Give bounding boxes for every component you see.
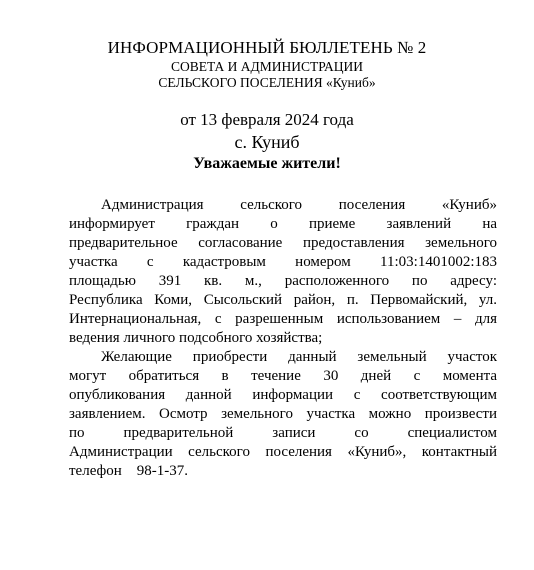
paragraph-line: Желающие приобрести данный земельный участок: [101, 349, 497, 365]
bulletin-subtitle-line-1: СОВЕТА И АДМИНИСТРАЦИИ: [170, 59, 364, 74]
paragraph-line: Администрации сельского поселения «Куниб», контактный: [69, 444, 497, 460]
paragraph-line: Интернациональная, с разрешенным использованием – для: [69, 311, 497, 327]
paragraph-line: информирует граждан о приеме заявлений на: [69, 216, 497, 232]
paragraph-line: Республика Коми, Сысольский район, п. Первомайский, ул.: [69, 292, 497, 308]
paragraph-line: заявлением. Осмотр земельного участка можно произвести: [69, 406, 497, 422]
bulletin-place: с. Куниб: [234, 132, 300, 152]
paragraph-line: опубликования данной информации с соответствующим: [69, 387, 497, 403]
paragraph-line: могут обратиться в течение 30 дней с момента: [69, 368, 497, 384]
paragraph-line: участка с кадастровым номером 11:03:1401002:183: [69, 254, 497, 270]
greeting-heading: Уважаемые жители!: [193, 155, 341, 172]
paragraph-line: телефон 98-1-37.: [69, 463, 189, 479]
bulletin-date: от 13 февраля 2024 года: [180, 110, 354, 129]
bulletin-title: ИНФОРМАЦИОННЫЙ БЮЛЛЕТЕНЬ № 2: [107, 38, 427, 57]
paragraph-notice: [69, 196, 497, 348]
paragraph-line: по предварительной записи со специалистом: [69, 425, 497, 441]
paragraph-line: ведения личного подсобного хозяйства;: [69, 330, 323, 346]
paragraph-line: площадью 391 кв. м., расположенного по адресу:: [69, 273, 497, 289]
paragraph-line: предварительное согласование предоставления земельного: [69, 235, 497, 251]
bulletin-subtitle-line-2: СЕЛЬСКОГО ПОСЕЛЕНИЯ «Куниб»: [158, 75, 376, 90]
paragraph-instructions: [69, 348, 497, 481]
paragraph-line: Администрация сельского поселения «Куниб»: [101, 197, 497, 213]
